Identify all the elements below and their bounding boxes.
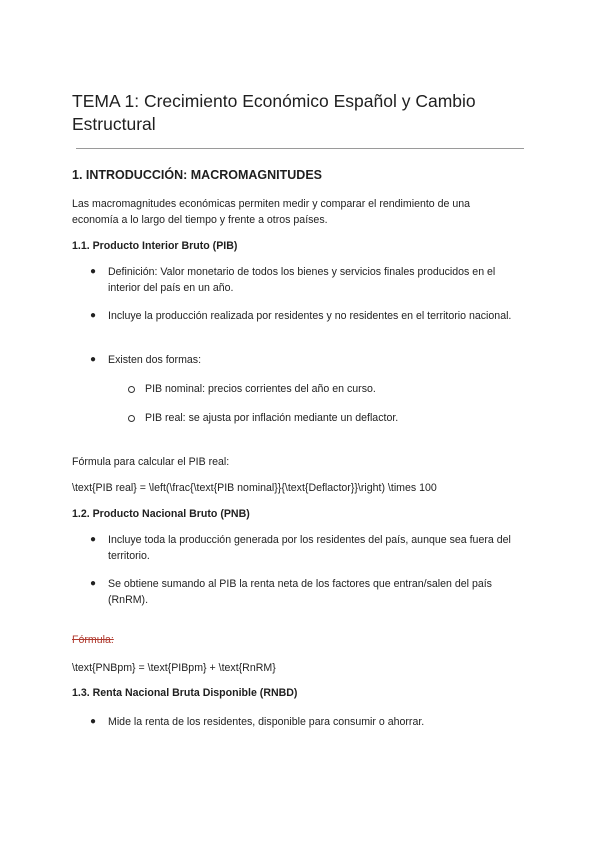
list-item: Incluye la producción realizada por residentes y no residentes en el territorio nacional. [108,310,512,322]
list-item: Existen dos formas: [108,354,202,366]
list-item: Mide la renta de los residentes, disponible para consumir o ahorrar. [108,716,425,728]
hollow-bullet-icon [128,415,135,422]
bullet-icon: ● [90,354,97,365]
bullet-icon: ● [90,310,97,321]
bullet-icon: ● [90,578,97,589]
pnb-heading: 1.2. Producto Nacional Bruto (PNB) [72,508,250,520]
formula-text: \text{PNBpm} = \text{PIBpm} + \text{RnRM} [72,662,276,674]
pib-heading: 1.1. Producto Interior Bruto (PIB) [72,240,238,252]
rnbd-heading: 1.3. Renta Nacional Bruta Disponible (RNBD) [72,687,298,699]
list-item: Incluye toda la producción generada por los residentes del país, aunque sea fuera del territorio. [108,534,511,562]
hollow-bullet-icon [128,386,135,393]
formula-label-struck: Fórmula: [72,634,114,646]
list-item: Se obtiene sumando al PIB la renta neta de los factores que entran/salen del país (RnRM). [108,578,492,606]
title-divider [76,148,524,149]
bullet-icon: ● [90,534,97,545]
document-title: TEMA 1: Crecimiento Económico Español y Cambio Estructural [72,91,476,134]
sub-list-item: PIB nominal: precios corrientes del año en curso. [145,383,376,395]
bullet-icon: ● [90,266,97,277]
section-heading: 1. INTRODUCCIÓN: MACROMAGNITUDES [72,168,322,182]
intro-paragraph: Las macromagnitudes económicas permiten medir y comparar el rendimiento de una economía a lo largo del tiempo y frente a otros países. [72,198,471,226]
list-item: Definición: Valor monetario de todos los bienes y servicios finales producidos en el interior del país en un año. [108,266,496,294]
bullet-icon: ● [90,716,97,727]
formula-text: \text{PIB real} = \left(\frac{\text{PIB nominal}}{\text{Deflactor}}\right) \times 100 [72,482,437,494]
formula-label: Fórmula para calcular el PIB real: [72,456,230,468]
formula-label [72,632,114,648]
sub-list-item: PIB real: se ajusta por inflación mediante un deflactor. [145,412,399,424]
